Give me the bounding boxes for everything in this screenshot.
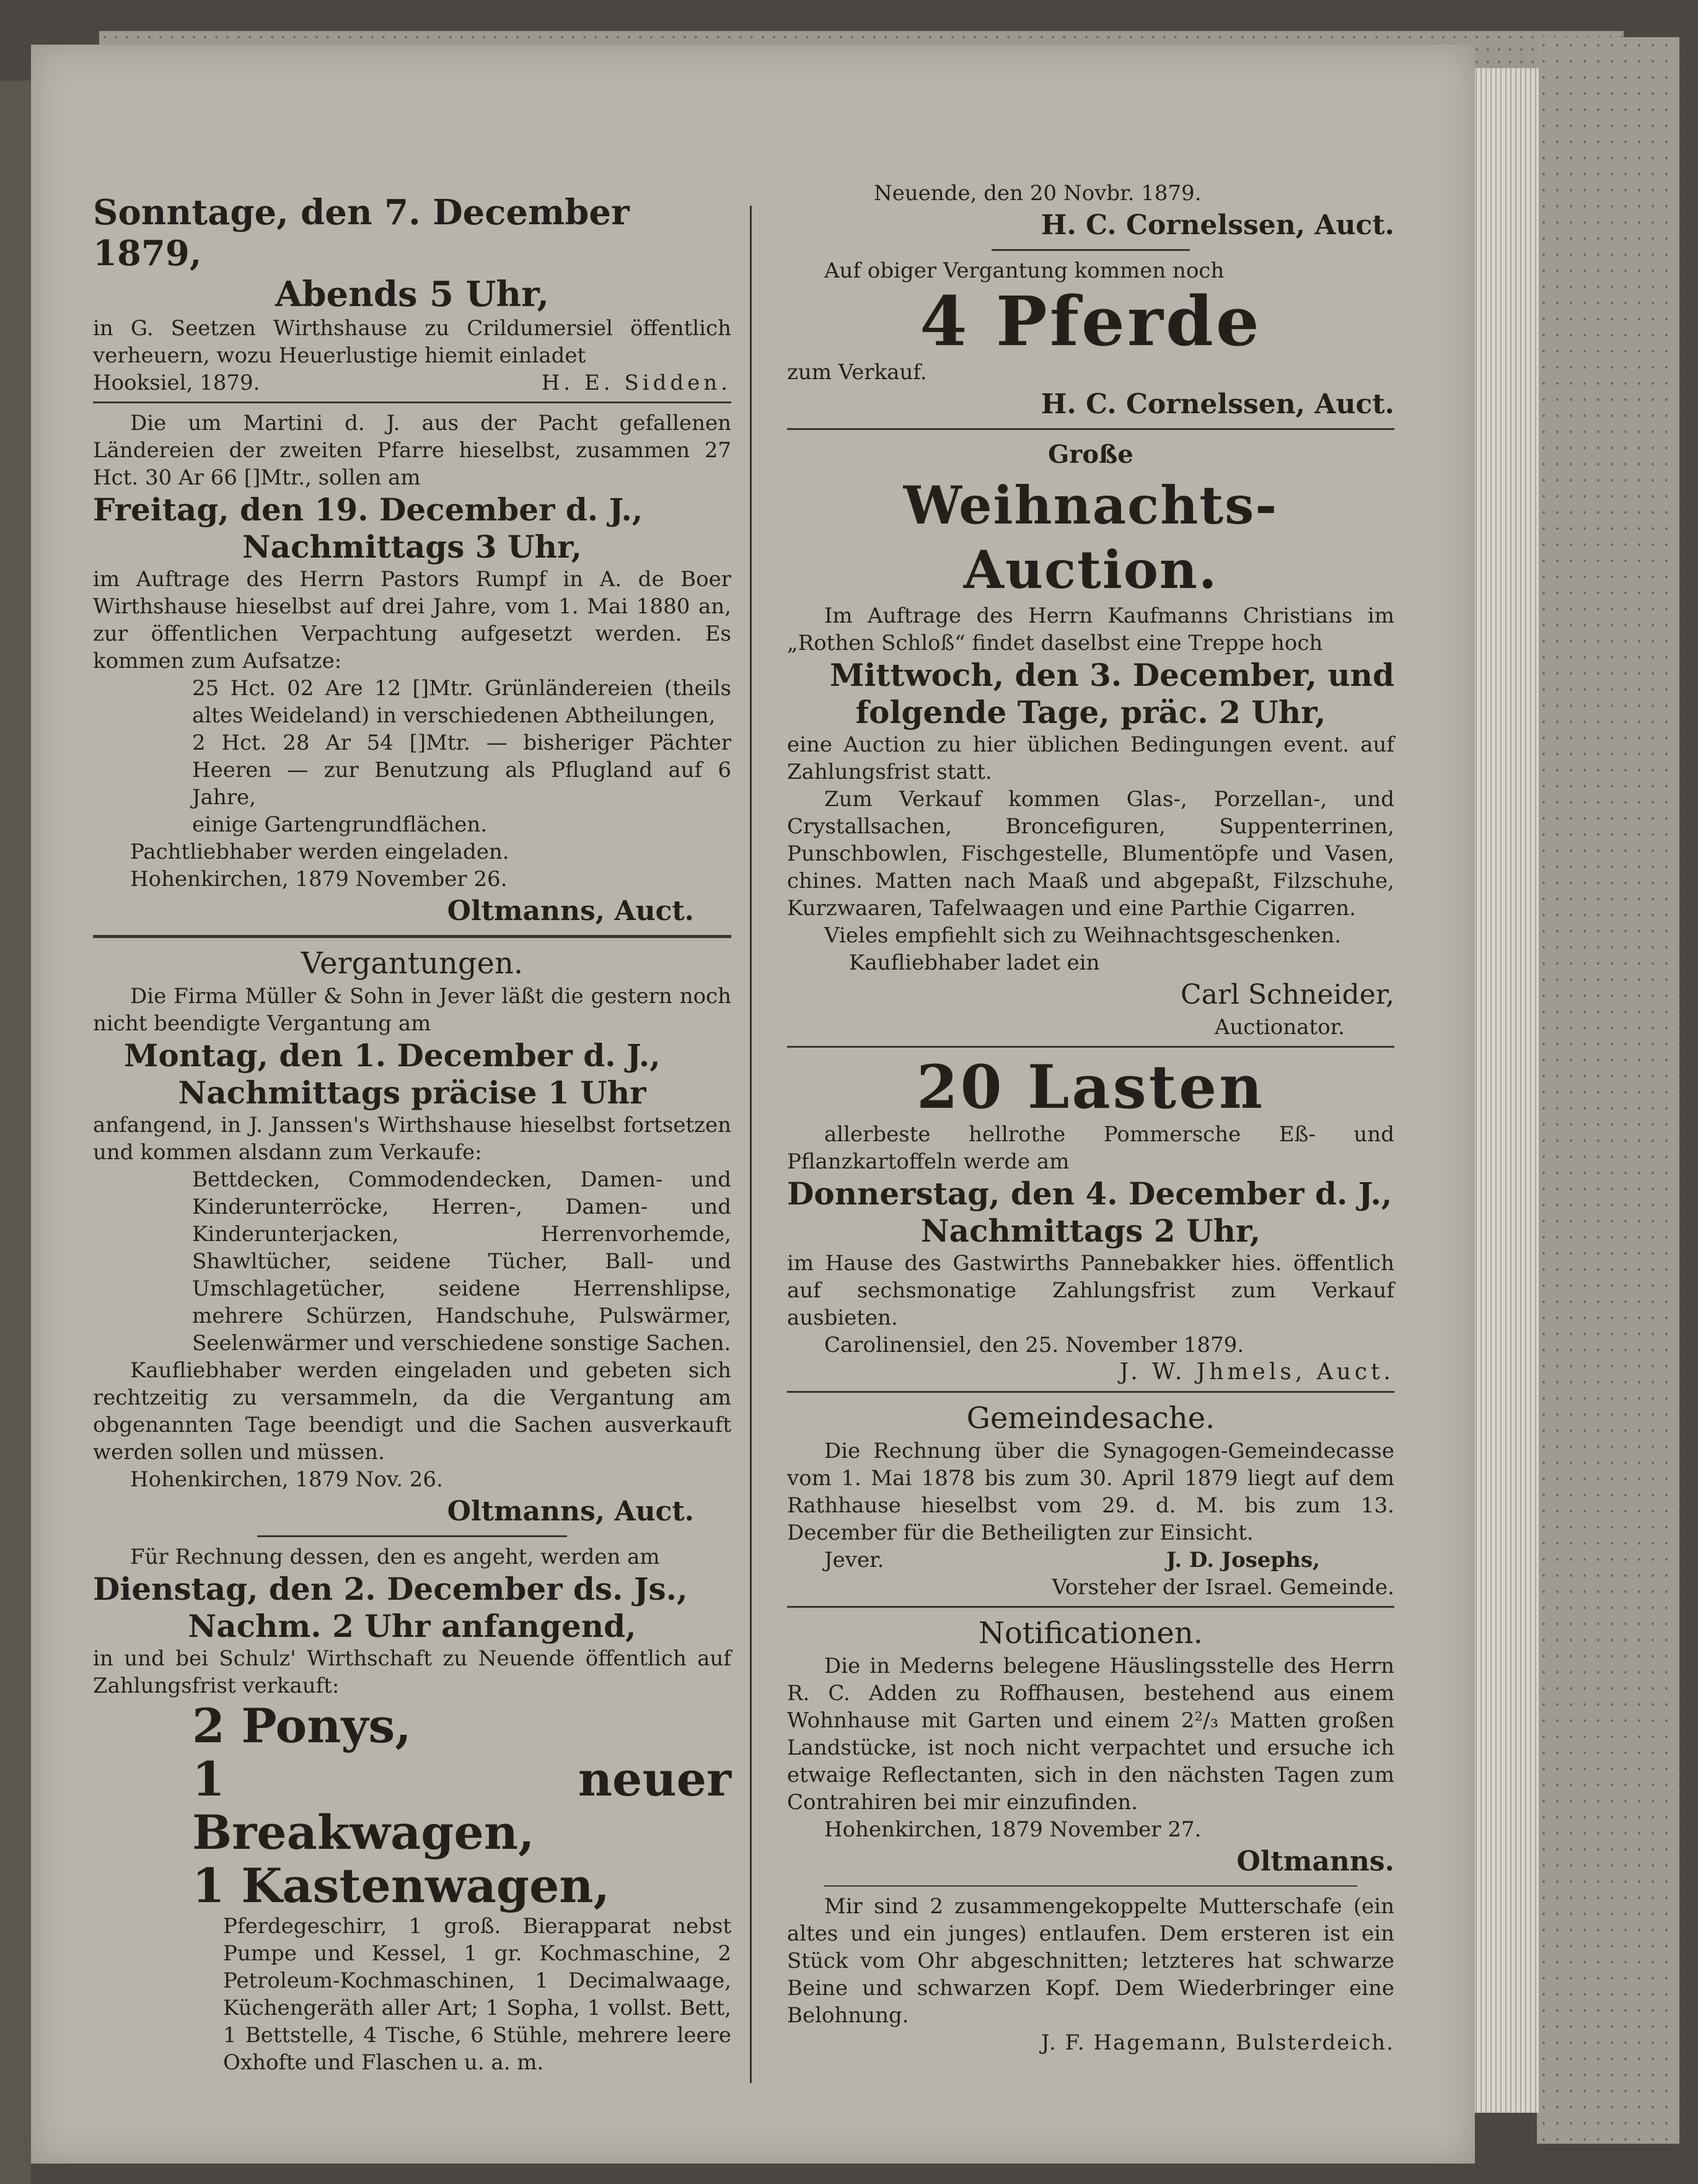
notice-signature: J. D. Josephs, bbox=[1166, 1548, 1320, 1572]
notice-item: einige Gartengrundflächen. bbox=[192, 812, 488, 837]
notice-item-list: Zum Verkauf kommen Glas-, Porzellan-, und Crystallsachen, Broncefiguren, Suppenterrinen, Punschbowlen, Fischgestelle, Blumentöpfe und Vasen, chines. Matten nach Maaß und abgepaßt, Filzschuhe, Kurzwaaren, Tafelwaagen und eine Parthie Cigarren. bbox=[787, 787, 1394, 921]
notice-text: Für Rechnung dessen, den es angeht, werden am bbox=[130, 1545, 660, 1569]
notice-item: 2 Hct. 28 Ar 54 []Mtr. — bisheriger Pächter Heeren — zur Benutzung als Pflugland auf 6 Jahre, bbox=[192, 730, 731, 810]
notice-weihnachts-auction bbox=[787, 436, 1394, 1041]
notice-invite: Pachtliebhaber werden eingeladen. bbox=[130, 840, 509, 864]
notice-text: eine Auction zu hier üblichen Bedingungen event. auf Zahlungsfrist statt. bbox=[787, 732, 1394, 784]
sale-item-heading: 1 neuer Breakwagen, bbox=[192, 1752, 731, 1860]
separator bbox=[787, 1606, 1394, 1608]
notice-text: in und bei Schulz' Wirthschaft zu Neuende öffentlich auf Zahlungsfrist verkauft: bbox=[93, 1646, 731, 1698]
notice-date-heading: Mittwoch, den 3. December, und bbox=[830, 657, 1394, 693]
notice-recommendation: Vieles empfiehlt sich zu Weihnachtsgeschenken. bbox=[824, 923, 1342, 948]
notice-signature: Oltmanns. bbox=[1236, 1846, 1394, 1877]
separator bbox=[93, 935, 731, 938]
notice-signer-role: Auctionator. bbox=[1214, 1015, 1345, 1040]
notice-sunday-lease bbox=[93, 192, 731, 397]
notice-text: Mir sind 2 zusammengekoppelte Mutterschafe (ein altes und ein junges) entlaufen. Dem ersteren ist ein Stück vom Ohr abgeschnitten; letzteres hat schwarze Beine und schwarzen Kopf. Dem Wiederbringer eine Belohnung. bbox=[787, 1894, 1394, 2028]
notice-time-heading: Nachmittags 3 Uhr, bbox=[242, 528, 583, 565]
notice-date-heading: Freitag, den 19. December d. J., bbox=[93, 491, 643, 528]
notice-gemeindesache bbox=[787, 1399, 1394, 1601]
notice-signature: H. C. Cornelssen, Auct. bbox=[1040, 388, 1394, 420]
notice-mutterschafe bbox=[787, 1893, 1394, 2056]
notice-place: Neuende, den 20 Novbr. 1879. bbox=[874, 181, 1202, 206]
notice-footer bbox=[93, 369, 731, 397]
separator bbox=[257, 1535, 567, 1537]
notice-signature: Carl Schneider, bbox=[1181, 979, 1394, 1011]
separator bbox=[93, 401, 731, 403]
notice-ponys bbox=[93, 1543, 731, 2076]
notice-text: anfangend, in J. Janssen's Wirthshause hieselbst fortsetzen und kommen alsdann zum Verkaufe: bbox=[93, 1113, 731, 1165]
notice-main-heading: Weihnachts-Auction. bbox=[903, 475, 1278, 600]
notice-date-heading: Dienstag, den 2. December ds. Js., bbox=[93, 1571, 688, 1607]
separator bbox=[787, 1391, 1394, 1393]
sale-item-heading: 20 Lasten bbox=[917, 1052, 1265, 1122]
notice-parish-lease bbox=[93, 410, 731, 930]
section-heading: Notificationen. bbox=[978, 1616, 1203, 1651]
notice-kartoffeln bbox=[787, 1054, 1394, 1386]
notice-invite: Kaufliebhaber werden eingeladen und gebeten sich rechtzeitig zu versammeln, da die Vergantung am obgenannten Tage beendigt und die Sachen ausverkauft werden sollen und müssen. bbox=[93, 1358, 731, 1465]
notice-place: Hohenkirchen, 1879 November 27. bbox=[824, 1817, 1202, 1842]
section-heading: Vergantungen. bbox=[301, 946, 524, 981]
sale-item-heading: 1 Kastenwagen, bbox=[192, 1858, 610, 1913]
notice-time-heading: Nachmittags 2 Uhr, bbox=[920, 1213, 1261, 1249]
notice-text: Die in Mederns belegene Häuslingsstelle des Herrn R. C. Adden zu Roffhausen, bestehend aus einem Wohnhause mit Garten und einem 2²/₃ Matten großen Landstücke, ist noch nicht verpachtet und ersuche ich etwaige Reflectanten, sich in den nächsten Tagen zum Contrahiren bei mir einzufinden. bbox=[787, 1654, 1394, 1815]
notice-text: Im Auftrage des Herrn Kaufmanns Christians im „Rothen Schloß“ findet daselbst eine Treppe hoch bbox=[787, 603, 1394, 656]
notice-signature: Oltmanns, Auct. bbox=[447, 895, 694, 927]
notice-place: Hohenkirchen, 1879 Nov. 26. bbox=[130, 1467, 443, 1492]
notice-text: Die Firma Müller & Sohn in Jever läßt die gestern noch nicht beendigte Vergantung am bbox=[93, 984, 731, 1036]
left-column bbox=[93, 192, 731, 2076]
notice-text: allerbeste hellrothe Pommersche Eß- und Pflanzkartoffeln werde am bbox=[787, 1122, 1394, 1174]
notice-item-list: Bettdecken, Commodendecken, Damen- und Kinderunterröcke, Herren-, Damen- und Kinderunterjacken, Herrenvorhemde, Shawltücher, seidene Tücher, Ball- und Umschlagetücher, seidene Herrenshlipse, mehrere Schürzen, Handschuhe, Pulswärmer, Seelenwärmer und verschiedene sonstige Sachen. bbox=[192, 1167, 731, 1356]
notice-time-heading: Abends 5 Uhr, bbox=[275, 274, 550, 315]
notice-place: Carolinensiel, den 25. November 1879. bbox=[824, 1333, 1244, 1357]
notice-signature: Oltmanns, Auct. bbox=[447, 1496, 694, 1527]
notice-text: im Hause des Gastwirths Pannebakker hies. öffentlich auf sechsmonatige Zahlungsfrist zum Verkauf ausbieten. bbox=[787, 1251, 1394, 1330]
notice-place: Hooksiel, 1879. bbox=[93, 371, 260, 395]
notice-text: im Auftrage des Herrn Pastors Rumpf in A. de Boer Wirthshause hieselbst auf drei Jahre, vom 1. Mai 1880 an, zur öffentlichen Verpachtung aufgesetzt werden. Es kommen zum Aufsatze: bbox=[93, 567, 731, 673]
notice-place: Hohenkirchen, 1879 November 26. bbox=[130, 867, 508, 892]
notice-date-heading: Donnerstag, den 4. December d. J., bbox=[787, 1175, 1392, 1212]
notice-invite: Kaufliebhaber ladet ein bbox=[849, 950, 1100, 975]
notice-date-heading: Sonntage, den 7. December 1879, bbox=[93, 192, 630, 274]
notice-neuende bbox=[787, 180, 1394, 244]
book-cover-edge bbox=[1537, 37, 1679, 2144]
notice-footer bbox=[787, 1546, 1394, 1574]
sale-item-heading: 4 Pferde bbox=[920, 281, 1262, 361]
notice-text: zum Verkauf. bbox=[787, 360, 927, 385]
notice-item-list: Pferdegeschirr, 1 groß. Bierapparat nebst Pumpe und Kessel, 1 gr. Kochmaschine, 2 Petroleum-Kochmaschinen, 1 Decimalwaage, Küchengeräth aller Art; 1 Sopha, 1 vollst. Bett, 1 Bettstelle, 4 Tische, 6 Stühle, mehrere leere Oxhofte und Flaschen u. a. m. bbox=[223, 1914, 731, 2075]
section-heading: Gemeindesache. bbox=[966, 1401, 1215, 1436]
notice-time-heading: folgende Tage, präc. 2 Uhr, bbox=[855, 694, 1326, 730]
notice-text: in G. Seetzen Wirthshause zu Crildumersiel öffentlich verheuern, wozu Heuerlustige hiemit einladet bbox=[93, 316, 731, 368]
notice-notificationen bbox=[787, 1614, 1394, 1880]
notice-pre-heading: Große bbox=[1048, 440, 1133, 469]
sale-item-heading: 2 Ponys, bbox=[192, 1698, 411, 1753]
notice-pferde bbox=[787, 257, 1394, 423]
notice-text: Auf obiger Vergantung kommen noch bbox=[824, 258, 1225, 283]
notice-item: 25 Hct. 02 Are 12 []Mtr. Grünländereien (theils altes Weideland) in verschiedenen Abtheilungen, bbox=[192, 676, 731, 728]
notice-vergantungen bbox=[93, 944, 731, 1530]
adjacent-page-edge bbox=[0, 81, 31, 2184]
separator bbox=[787, 1046, 1394, 1048]
separator bbox=[992, 249, 1190, 251]
notice-place: Jever. bbox=[824, 1548, 884, 1572]
separator bbox=[787, 428, 1394, 430]
right-column bbox=[787, 180, 1394, 2056]
notice-signature: H. E. Sidden. bbox=[541, 371, 731, 395]
notice-text: Die Rechnung über die Synagogen-Gemeindecasse vom 1. Mai 1878 bis zum 30. April 1879 liegt auf dem Rathhause hieselbst vom 29. d. M. bis zum 13. December für die Betheiligten zur Einsicht. bbox=[787, 1439, 1394, 1545]
notice-signature: J. F. Hagemann, Bulsterdeich. bbox=[1041, 2030, 1394, 2055]
column-divider bbox=[750, 206, 752, 2083]
notice-signer-role: Vorsteher der Israel. Gemeinde. bbox=[1052, 1575, 1394, 1600]
notice-signature: H. C. Cornelssen, Auct. bbox=[1040, 209, 1394, 241]
separator bbox=[824, 1885, 1357, 1887]
notice-time-heading: Nachmittags präcise 1 Uhr bbox=[178, 1074, 646, 1111]
notice-date-heading: Montag, den 1. December d. J., bbox=[124, 1037, 661, 1074]
notice-time-heading: Nachm. 2 Uhr anfangend, bbox=[188, 1608, 636, 1644]
notice-text: Die um Martini d. J. aus der Pacht gefallenen Ländereien der zweiten Pfarre hieselbst, zusammen 27 Hct. 30 Ar 66 []Mtr., sollen am bbox=[93, 411, 731, 490]
notice-signature: J. W. Jhmels, Auct. bbox=[1119, 1359, 1394, 1385]
